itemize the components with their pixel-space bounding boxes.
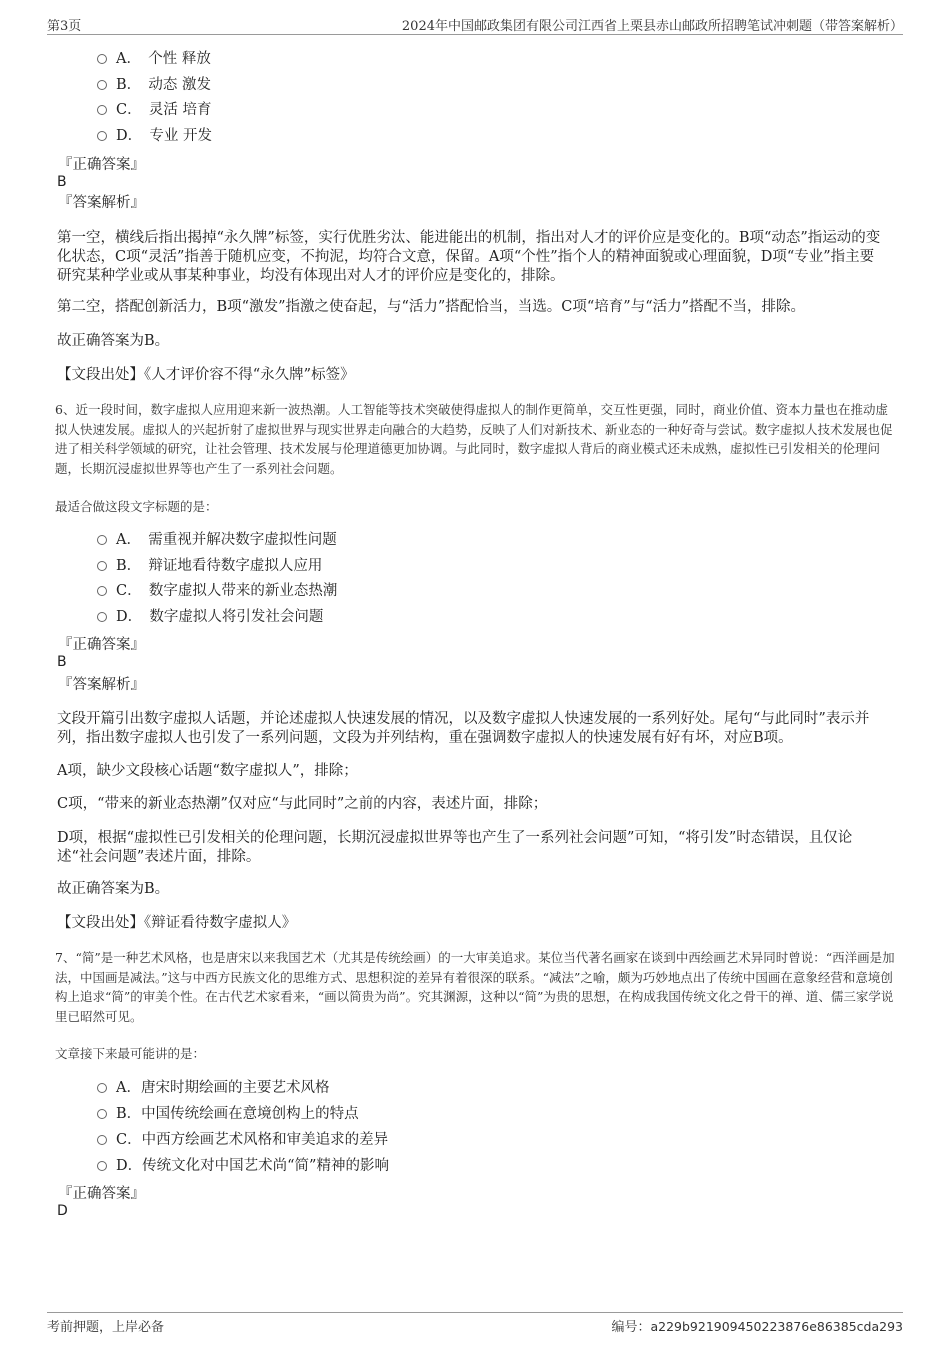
q7-answer: D — [57, 1203, 68, 1219]
radio-icon[interactable] — [97, 131, 107, 141]
q6-analysis-paragraph: A项，缺少文段核心话题“数字虚拟人”，排除； — [57, 763, 358, 779]
q6-option-d[interactable]: D． 数字虚拟人将引发社会问题 — [97, 608, 323, 626]
q5-conclusion: 故正确答案为B。 — [57, 333, 170, 349]
q6-answer-label: 『正确答案』 — [58, 637, 145, 653]
q5-option-b[interactable]: B． 动态 激发 — [97, 76, 211, 94]
q6-question: 最适合做这段文字标题的是： — [55, 499, 218, 514]
radio-icon[interactable] — [97, 612, 107, 622]
page-footer — [47, 1312, 903, 1335]
q5-answer: B — [57, 174, 67, 190]
q7-option-d[interactable]: D．传统文化对中国艺术尚“简”精神的影响 — [97, 1157, 389, 1175]
code-label: 编号： — [611, 1320, 651, 1335]
radio-icon[interactable] — [97, 561, 107, 571]
q7-question: 文章接下来最可能讲的是： — [55, 1046, 206, 1061]
q5-analysis-label: 『答案解析』 — [58, 195, 145, 211]
q6-source: 【文段出处】《辩证看待数字虚拟人》 — [57, 915, 297, 931]
q6-analysis-paragraph: 文段开篇引出数字虚拟人话题，并论述虚拟人快速发展的情况，以及数字虚拟人快速发展的一系列好处。尾句“与此同时”表示并列，指出数字虚拟人也引发了一系列问题，文段为并列结构，重在强调数字虚拟人的快速发展有好有坏，对应B项。 — [57, 711, 870, 746]
q7-option-a[interactable]: A．唐宋时期绘画的主要艺术风格 — [97, 1079, 329, 1097]
q5-analysis-paragraph: 第二空，搭配创新活力，B项“激发”指激之使奋起，与“活力”搭配恰当，当选。C项“培育”与“活力”搭配不当，排除。 — [57, 299, 806, 315]
q6-analysis-paragraph: C项，“带来的新业态热潮”仅对应“与此同时”之前的内容，表述片面，排除； — [57, 796, 548, 812]
q7-stem: 7、“简”是一种艺术风格，也是唐宋以来我国艺术（尤其是传统绘画）的一大审美追求。某位当代著名画家在谈到中西绘画艺术异同时曾说：“西洋画是加法，中国画是减法。”这与中西方民族文化的思维方式、思想积淀的差异有着很深的联系。“减法”之喻，颇为巧妙地点出了传统中国画在意象经营和意境创构上追求“简”的审美个性。在古代艺术家看来，“画以简贵为尚”。究其渊源，这种以“简”为贵的思想，在构成我国传统文化之骨干的禅、道、儒三家学说里已昭然可见。 — [55, 950, 895, 1024]
q6-option-c[interactable]: C． 数字虚拟人带来的新业态热潮 — [97, 582, 337, 600]
footer-slogan: 考前押题，上岸必备 — [47, 1320, 165, 1335]
q6-conclusion: 故正确答案为B。 — [57, 881, 170, 897]
q6-option-b[interactable]: B． 辩证地看待数字虚拟人应用 — [97, 557, 322, 575]
q6-stem: 6、近一段时间，数字虚拟人应用迎来新一波热潮。人工智能等技术突破使得虚拟人的制作更简单，交互性更强，同时，商业价值、资本力量也在推动虚拟人快速发展。虚拟人的兴起折射了虚拟世界与现实世界走向融合的大趋势，反映了人们对新技术、新业态的一种好奇与尝试。数字虚拟人技术发展也促进了相关科学领域的研究，让社会管理、技术发展与伦理道德更加协调。与此同时，数字虚拟人背后的商业模式还未成熟，虚拟性已引发相关的伦理问题，长期沉浸虚拟世界等也产生了一系列社会问题。 — [55, 402, 893, 476]
q7-option-c[interactable]: C．中西方绘画艺术风格和审美追求的差异 — [97, 1131, 388, 1149]
q5-option-c[interactable]: C． 灵活 培育 — [97, 101, 211, 119]
q6-option-a[interactable]: A． 需重视并解决数字虚拟性问题 — [97, 531, 337, 549]
radio-icon[interactable] — [97, 54, 107, 64]
radio-icon[interactable] — [97, 1135, 107, 1145]
q5-source: 【文段出处】《人才评价容不得“永久牌”标签》 — [57, 367, 355, 383]
page-header — [47, 14, 903, 35]
q5-option-a[interactable]: A． 个性 释放 — [97, 50, 211, 68]
radio-icon[interactable] — [97, 105, 107, 115]
radio-icon[interactable] — [97, 1083, 107, 1093]
q5-option-d[interactable]: D． 专业 开发 — [97, 127, 212, 145]
q7-answer-label: 『正确答案』 — [58, 1186, 145, 1202]
page-number: 第3页 — [47, 19, 82, 34]
radio-icon[interactable] — [97, 586, 107, 596]
code-value: a229b921909450223876e86385cda293 — [650, 1319, 903, 1334]
q6-answer: B — [57, 654, 67, 670]
document-title: 2024年中国邮政集团有限公司江西省上栗县赤山邮政所招聘笔试冲刺题（带答案解析） — [401, 19, 903, 34]
q6-analysis-paragraph: D项，根据“虚拟性已引发相关的伦理问题，长期沉浸虚拟世界等也产生了一系列社会问题”可知，“将引发”时态错误，且仅论述“社会问题”表述片面，排除。 — [57, 830, 853, 865]
q5-analysis-paragraph: 第一空，横线后指出揭掉“永久牌”标签，实行优胜劣汰、能进能出的机制，指出对人才的评价应是变化的。B项“动态”指运动的变化状态，C项“灵活”指善于随机应变，不拘泥，均符合文意，保留。A项“个性”指个人的精神面貌或心理面貌，D项“专业”指主要研究某种学业或从事某种事业，均没有体现出对人才的评价应是变化的，排除。 — [57, 230, 881, 284]
radio-icon[interactable] — [97, 1161, 107, 1171]
q5-answer-label: 『正确答案』 — [58, 157, 145, 173]
radio-icon[interactable] — [97, 1109, 107, 1119]
q7-option-b[interactable]: B．中国传统绘画在意境创构上的特点 — [97, 1105, 359, 1123]
radio-icon[interactable] — [97, 80, 107, 90]
radio-icon[interactable] — [97, 535, 107, 545]
document-code — [611, 1316, 903, 1335]
q6-analysis-label: 『答案解析』 — [58, 677, 145, 693]
